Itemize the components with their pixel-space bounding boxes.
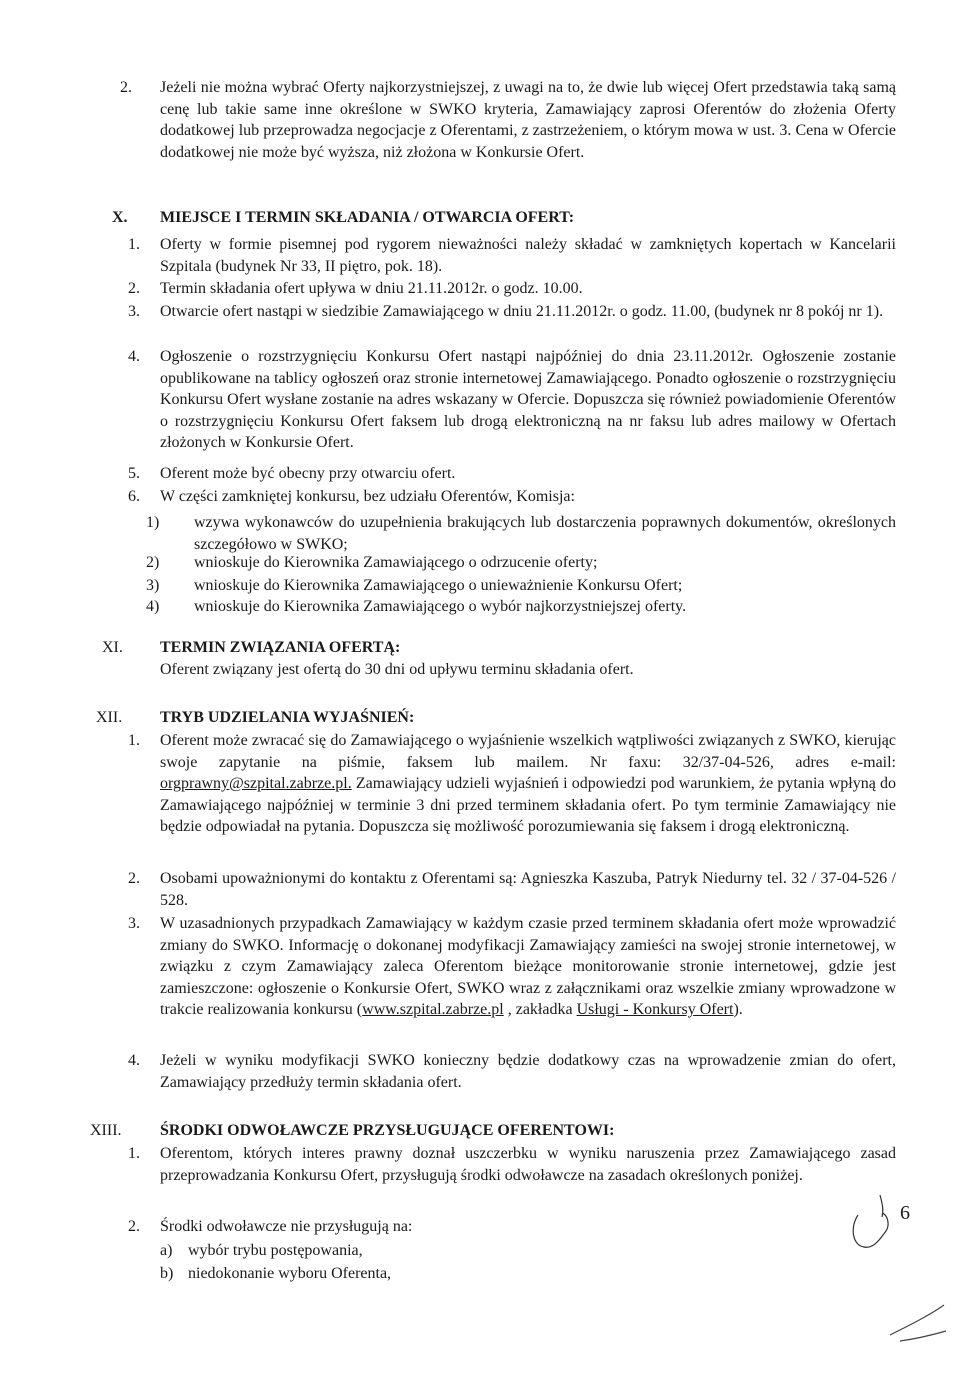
paragraph: Oferty w formie pisemnej pod rygorem nieważności należy składać w zamkniętych kopertach w Kancelarii Szpitala (budynek Nr 33, II piętro, pok. 18). [160, 236, 896, 275]
list-number: 3) [146, 577, 160, 594]
list-number: 1) [146, 514, 160, 531]
section-number: XIII. [90, 1122, 122, 1139]
item-number: 2. [128, 280, 140, 297]
list-item: wnioskuje do Kierownika Zamawiającego o wybór najkorzystniejszej oferty. [194, 598, 687, 615]
tab-link[interactable]: Usługi - Konkursy Ofert [576, 1001, 734, 1018]
paragraph: Osobami upoważnionymi do kontaktu z Oferentami są: Agnieszka Kaszuba, Patryk Niedurny tel. 32 / 37-04-526 / 528. [160, 870, 896, 909]
paragraph: Oferent może być obecny przy otwarciu ofert. [160, 465, 456, 482]
list-number: 4) [146, 598, 160, 615]
list-number: 2) [146, 554, 160, 571]
section-heading: MIEJSCE I TERMIN SKŁADANIA / OTWARCIA OFERT: [160, 209, 575, 226]
paragraph-text: Zamawiający udzieli wyjaśnień i odpowiedzi pod warunkiem, że pytania wpłyną do Zamawiającego najpóźniej w terminie 3 dni przed terminem składania ofert. Po tym terminie Zamawiający nie będzie odpowiadał na pytania. Dopuszcza się możliwość porozumiewania się faksem i drogą elektroniczną. [160, 775, 896, 835]
item-number: 2. [120, 79, 132, 96]
website-link[interactable]: www.szpital.zabrze.pl [362, 1001, 504, 1018]
section-heading: ŚRODKI ODWOŁAWCZE PRZYSŁUGUJĄCE OFERENTOWI: [160, 1122, 615, 1139]
item-number: 1. [128, 732, 140, 749]
list-letter: a) [160, 1242, 173, 1259]
item-number: 1. [128, 236, 140, 253]
paragraph-text: ). [733, 1001, 743, 1018]
list-item: wnioskuje do Kierownika Zamawiającego o odrzucenie oferty; [194, 554, 598, 571]
paragraph [160, 913, 896, 1021]
section-number: XI. [102, 639, 123, 656]
item-number: 1. [128, 1145, 140, 1162]
paragraph: Ogłoszenie o rozstrzygnięciu Konkursu Ofert nastąpi najpóźniej do dnia 23.11.2012r. Ogłoszenie zostanie opublikowane na tablicy ogłoszeń oraz stronie internetowej Zamawiającego. Ponadto ogłoszenie o rozstrzygnięciu Konkursu Ofert wysłane zostanie na adres wskazany w Ofercie. Dopuszcza się również powiadomienie Oferentów o rozstrzygnięciu Konkursu Ofert faksem lub drogą elektroniczną na nr faksu lub adres mailowy w Ofertach złożonych w Konkursie Ofert. [160, 348, 896, 451]
list-item: wzywa wykonawców do uzupełnienia brakujących lub dostarczenia poprawnych dokumentów, określonych szczegółowo w SWKO; [194, 514, 896, 553]
paragraph: Oferent związany jest ofertą do 30 dni od upływu terminu składania ofert. [160, 661, 634, 678]
item-number: 4. [128, 348, 140, 365]
page-number: 6 [900, 1202, 910, 1224]
item-number: 6. [128, 488, 140, 505]
item-number: 2. [128, 870, 140, 887]
item-number: 3. [128, 915, 140, 932]
paragraph-text: W uzasadnionych przypadkach Zamawiający w każdym czasie przed terminem składania ofert może wprowadzić zmiany do SWKO. Informację o dokonanej modyfikacji Zamawiający zamieści na swojej stronie internetowej, w związku z czym Zamawiający zaleca Oferentom bieżące monitorowanie stronie internetowej, gdzie jest zamieszczone: ogłoszenie o Konkursie Ofert, SWKO wraz z załącznikami oraz wszelkie zmiany wprowadzone w trakcie realizowania konkursu ( [160, 915, 896, 1018]
paragraph: Oferentom, których interes prawny doznał uszczerbku w wyniku naruszenia przez Zamawiającego zasad przeprowadzania Konkursu Ofert, przysługują środki odwoławcze na zasadach określonych poniżej. [160, 1145, 896, 1184]
paragraph: W części zamkniętej konkursu, bez udziału Oferentów, Komisja: [160, 488, 575, 505]
list-letter: b) [160, 1265, 174, 1282]
list-item: niedokonanie wyboru Oferenta, [188, 1265, 392, 1282]
paragraph-text: , zakładka [503, 1001, 577, 1018]
paragraph: Otwarcie ofert nastąpi w siedzibie Zamawiającego w dniu 21.11.2012r. o godz. 11.00, (budynek nr 8 pokój nr 1). [160, 303, 884, 320]
paragraph [160, 730, 896, 838]
paragraph: Termin składania ofert upływa w dniu 21.11.2012r. o godz. 10.00. [160, 280, 583, 297]
email-link[interactable]: orgprawny@szpital.zabrze.pl. [160, 775, 352, 792]
item-number: 2. [128, 1218, 140, 1235]
handwritten-initials-icon [840, 1185, 950, 1365]
list-item: wybór trybu postępowania, [188, 1242, 363, 1259]
section-heading: TERMIN ZWIĄZANIA OFERTĄ: [160, 639, 401, 656]
section-heading: TRYB UDZIELANIA WYJAŚNIEŃ: [160, 709, 415, 726]
item-number: 3. [128, 303, 140, 320]
paragraph: Jeżeli w wyniku modyfikacji SWKO konieczny będzie dodatkowy czas na wprowadzenie zmian do ofert, Zamawiający przedłuży termin składania ofert. [160, 1052, 896, 1091]
paragraph-text: Oferent może zwracać się do Zamawiającego o wyjaśnienie wszelkich wątpliwości związanych z SWKO, kierując swoje zapytanie na piśmie, faksem lub mailem. Nr faxu: 32/37-04-526, adres e-mail: [160, 732, 896, 771]
list-item: wnioskuje do Kierownika Zamawiającego o unieważnienie Konkursu Ofert; [194, 577, 683, 594]
section-number: X. [112, 209, 128, 226]
section-number: XII. [96, 709, 123, 726]
paragraph: Jeżeli nie można wybrać Oferty najkorzystniejszej, z uwagi na to, że dwie lub więcej Ofert przedstawia taką samą cenę lub takie same inne określone w SWKO kryteria, Zamawiający zaprosi Oferentów do złożenia Oferty dodatkowej lub przeprowadza negocjacje z Oferentami, z zastrzeżeniem, o którym mowa w ust. 3. Cena w Ofercie dodatkowej nie może być wyższa, niż złożona w Konkursie Ofert. [160, 79, 896, 161]
item-number: 4. [128, 1052, 140, 1069]
item-number: 5. [128, 465, 140, 482]
paragraph: Środki odwoławcze nie przysługują na: [160, 1218, 413, 1235]
